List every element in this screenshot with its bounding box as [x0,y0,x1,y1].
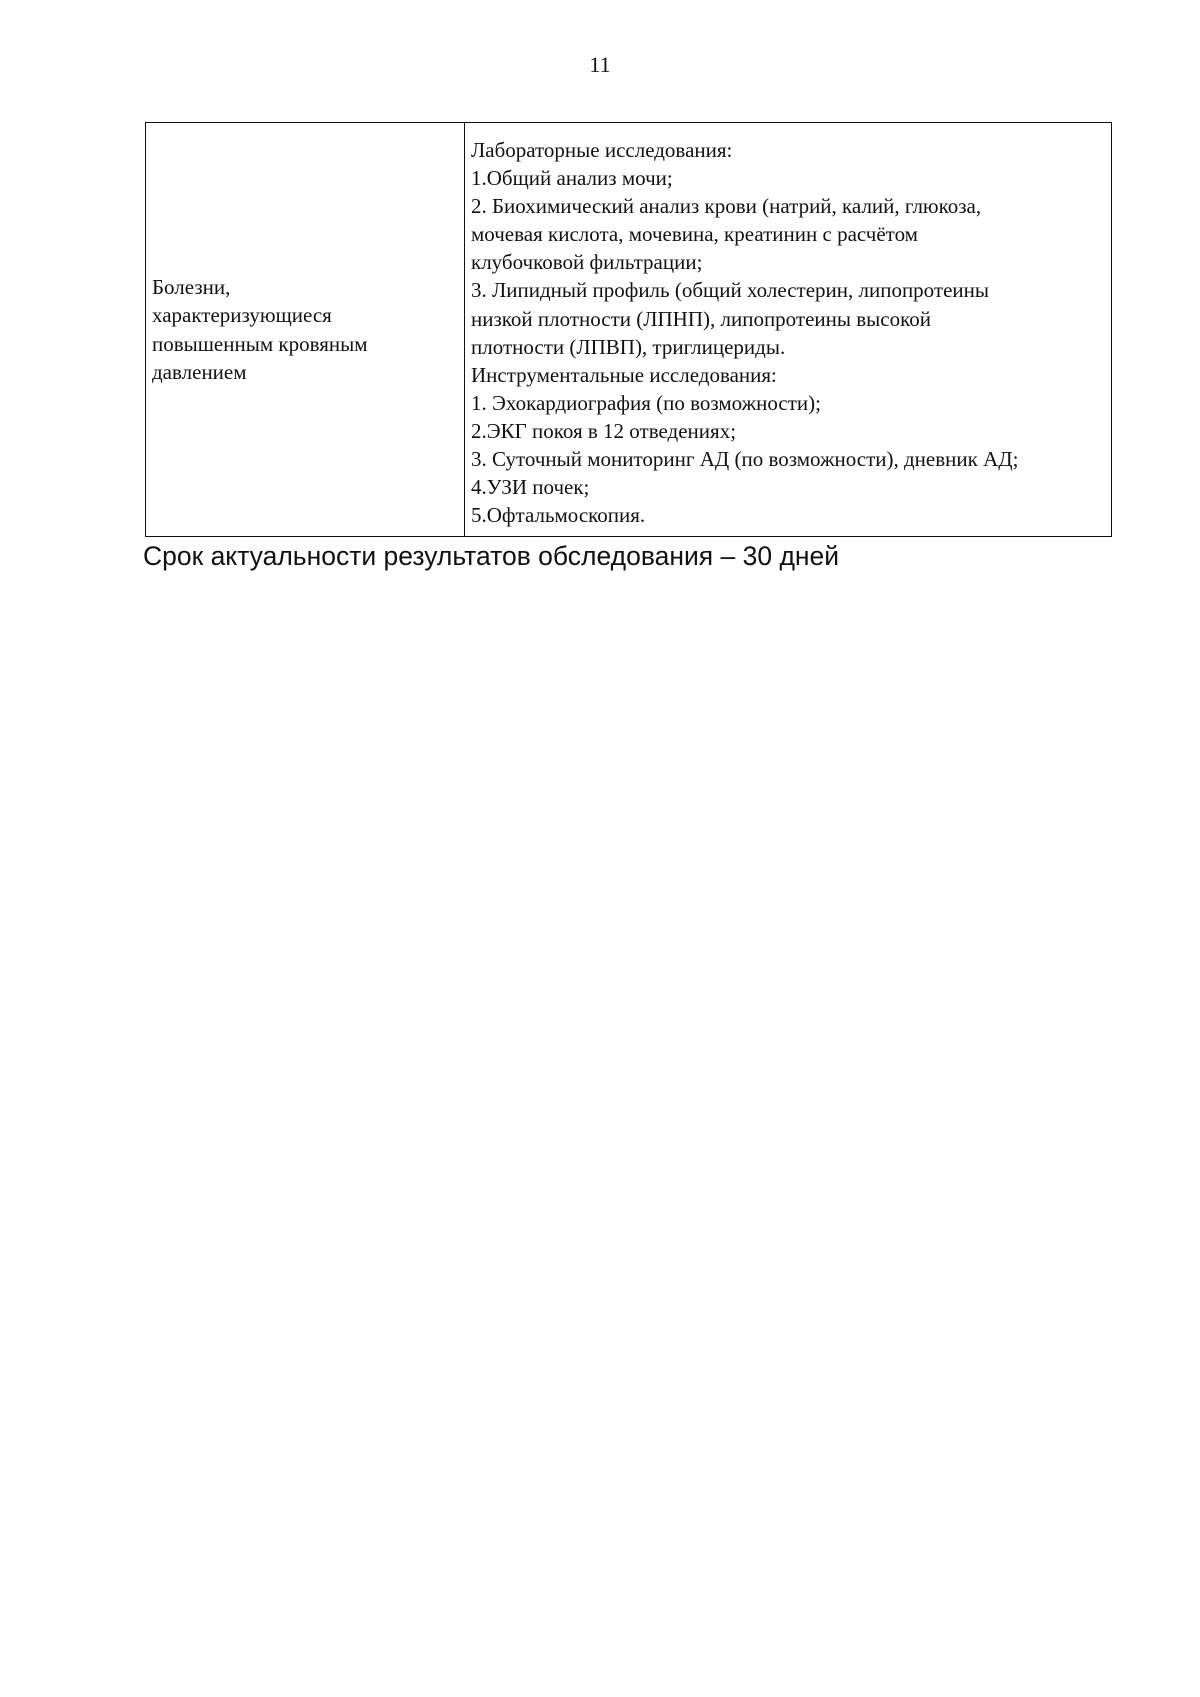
exam-line: 3. Суточный мониторинг АД (по возможности), дневник АД; [471,447,1019,472]
disease-line: повышенным кровяным [152,331,368,356]
exam-line: 1.Общий анализ мочи; [471,166,673,191]
exam-line: 4.УЗИ почек; [471,475,590,500]
examinations-cell [465,123,1112,537]
instrumental-section-heading: Инструментальные исследования: [471,362,777,387]
disease-line: Болезни, [152,275,231,300]
table-row [146,123,1112,537]
exam-line: 3. Липидный профиль (общий холестерин, липопротеины [471,278,989,303]
examination-table [145,122,1112,537]
disease-cell [146,123,465,537]
disease-line: характеризующиеся [152,303,332,328]
exam-line: плотности (ЛПВП), триглицериды. [471,334,786,359]
page-number: 11 [589,52,611,77]
exam-line: 1. Эхокардиография (по возможности); [471,390,821,415]
exam-line: мочевая кислота, мочевина, креатинин с расчётом [471,222,918,247]
exam-line: 2. Биохимический анализ крови (натрий, калий, глюкоза, [471,194,982,219]
disease-line: давлением [152,359,247,384]
exam-line: 2.ЭКГ покоя в 12 отведениях; [471,418,737,443]
exam-line: клубочковой фильтрации; [471,250,703,275]
results-validity-note: Срок актуальности результатов обследования – 30 дней [143,541,840,571]
exam-line: низкой плотности (ЛПНП), липопротеины высокой [471,306,931,331]
lab-section-heading: Лабораторные исследования: [471,138,733,162]
exam-line: 5.Офтальмоскопия. [471,503,646,528]
